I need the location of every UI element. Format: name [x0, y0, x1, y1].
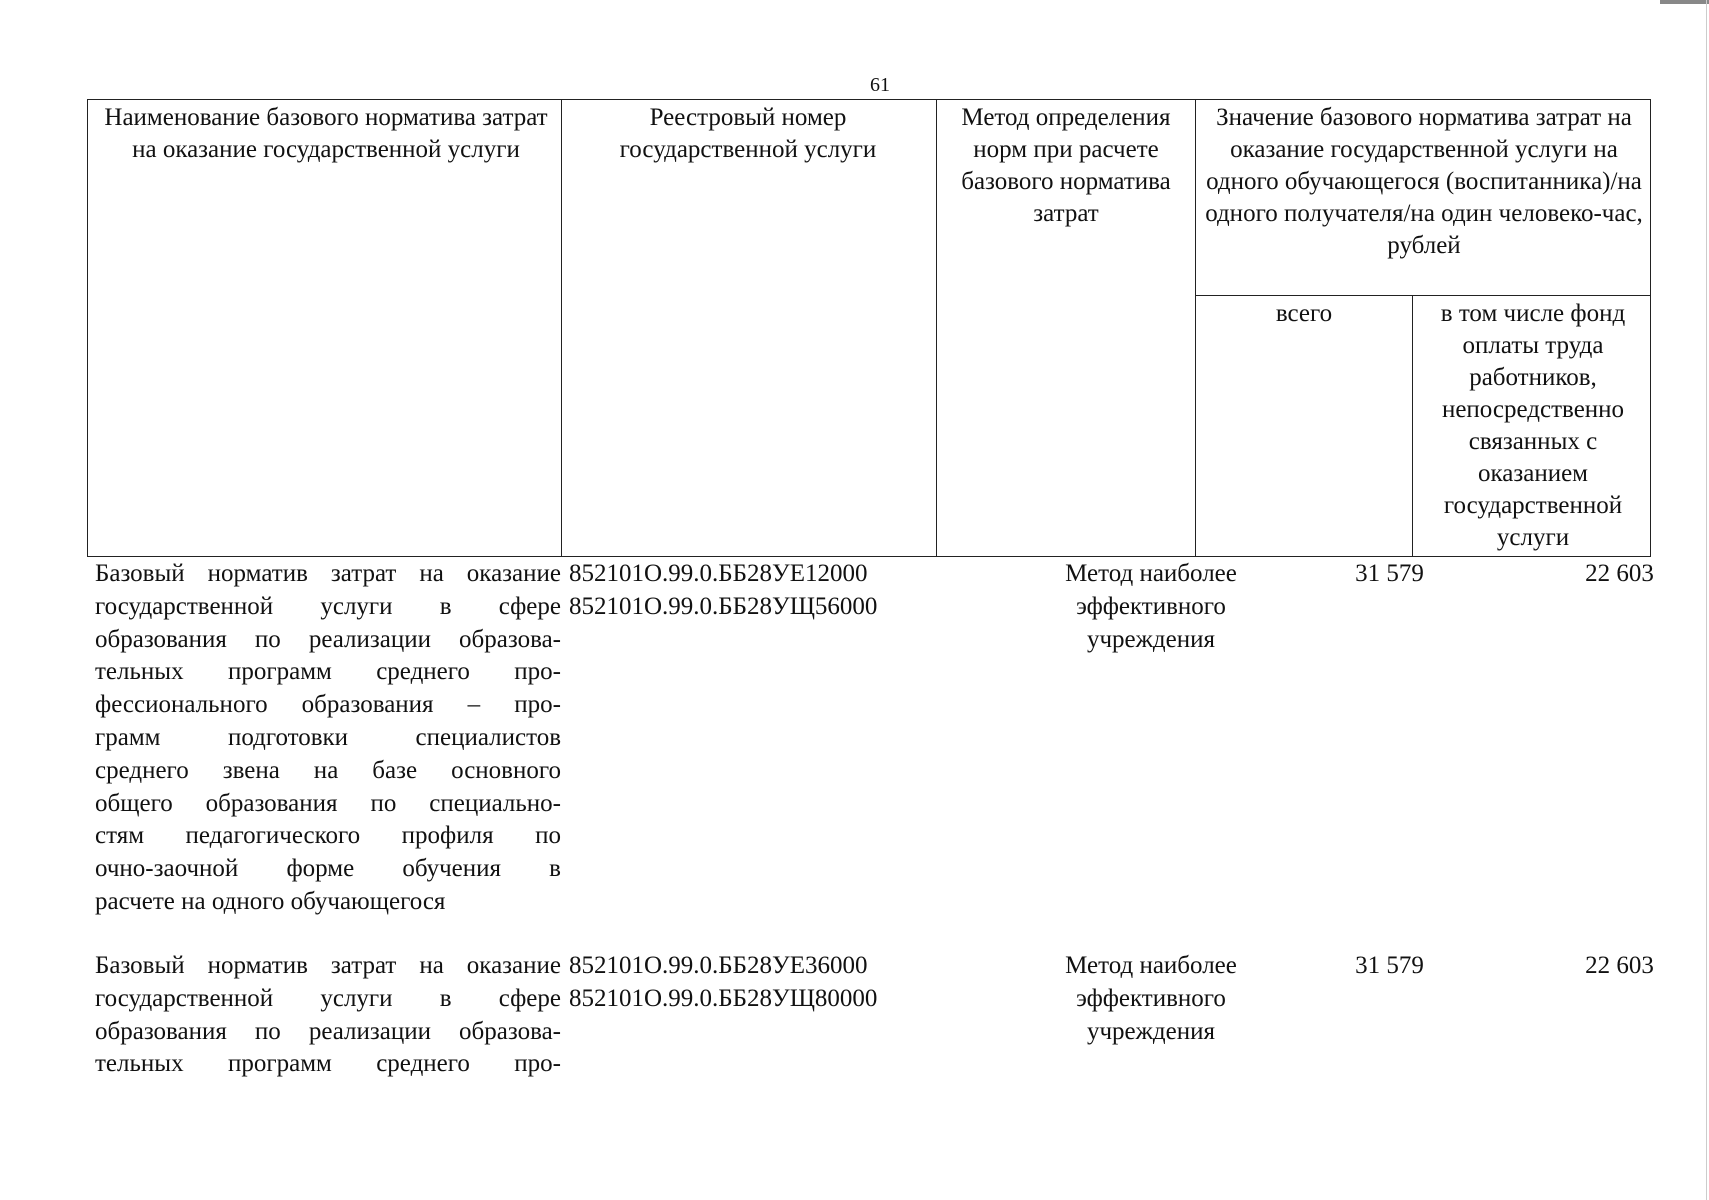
header-method: Метод определения норм при расчете базового норматива затрат [961, 104, 1171, 227]
header-divider [1412, 296, 1413, 556]
row-method-text: Метод наиболее эффективного учреждения [1065, 952, 1237, 1045]
row-name [95, 558, 561, 919]
name-line: расчете на одного обучающегося [95, 887, 446, 915]
header-fund: в том числе фонд оплаты труда работников, непосредственно связанных с оказанием государственной услуги [1440, 300, 1626, 551]
name-line: тельных программ среднего про- [95, 1050, 561, 1078]
name-line: государственной услуги в сфере [95, 592, 561, 620]
table-header [87, 99, 1651, 557]
header-subdivider [1195, 295, 1651, 296]
row-method-text: Метод наиболее эффективного учреждения [1065, 560, 1237, 653]
header-total: всего [1275, 300, 1333, 327]
name-line: Базовый норматив затрат на оказание [95, 952, 561, 979]
header-divider [936, 100, 937, 556]
row-total: 31 579 [1355, 952, 1424, 979]
name-line: среднего звена на базе основного [95, 756, 561, 784]
name-line: стям педагогического профиля по [95, 822, 561, 850]
row-total: 31 579 [1355, 560, 1424, 587]
name-line: государственной услуги в сфере [95, 984, 561, 1012]
registry-number: 852101О.99.0.ББ28УЩ56000 [569, 592, 878, 620]
name-line: грамм подготовки специалистов [95, 723, 561, 751]
header-registry: Реестровый номер государственной услуги [619, 104, 877, 163]
header-name: Наименование базового норматива затрат на оказание государственной услуги [104, 104, 548, 163]
row-fund: 22 603 [1585, 560, 1654, 587]
row-registry [569, 558, 949, 624]
name-line: очно-заочной форме обучения в [95, 855, 561, 883]
registry-number: 852101О.99.0.ББ28УЕ36000 [569, 952, 868, 979]
header-divider [1195, 100, 1196, 556]
name-line: образования по реализации образова- [95, 625, 561, 653]
header-value: Значение базового норматива затрат на оказание государственной услуги на одного обучающегося (воспитанника)/на одного получателя/на один человеко-час, рублей [1205, 104, 1643, 259]
registry-number: 852101О.99.0.ББ28УЩ80000 [569, 984, 878, 1012]
scan-edge-line [1706, 0, 1707, 1200]
name-line: Базовый норматив затрат на оказание [95, 560, 561, 587]
row-name [95, 950, 561, 1081]
name-line: тельных программ среднего про- [95, 658, 561, 686]
name-line: образования по реализации образова- [95, 1017, 561, 1045]
row-fund: 22 603 [1585, 952, 1654, 979]
page-number: 61 [870, 74, 890, 96]
registry-number: 852101О.99.0.ББ28УЕ12000 [569, 560, 868, 587]
row-registry [569, 950, 949, 1016]
header-divider [561, 100, 562, 556]
name-line: общего образования по специально- [95, 789, 561, 817]
name-line: фессионального образования – про- [95, 691, 561, 719]
scan-edge-mark [1660, 0, 1709, 4]
